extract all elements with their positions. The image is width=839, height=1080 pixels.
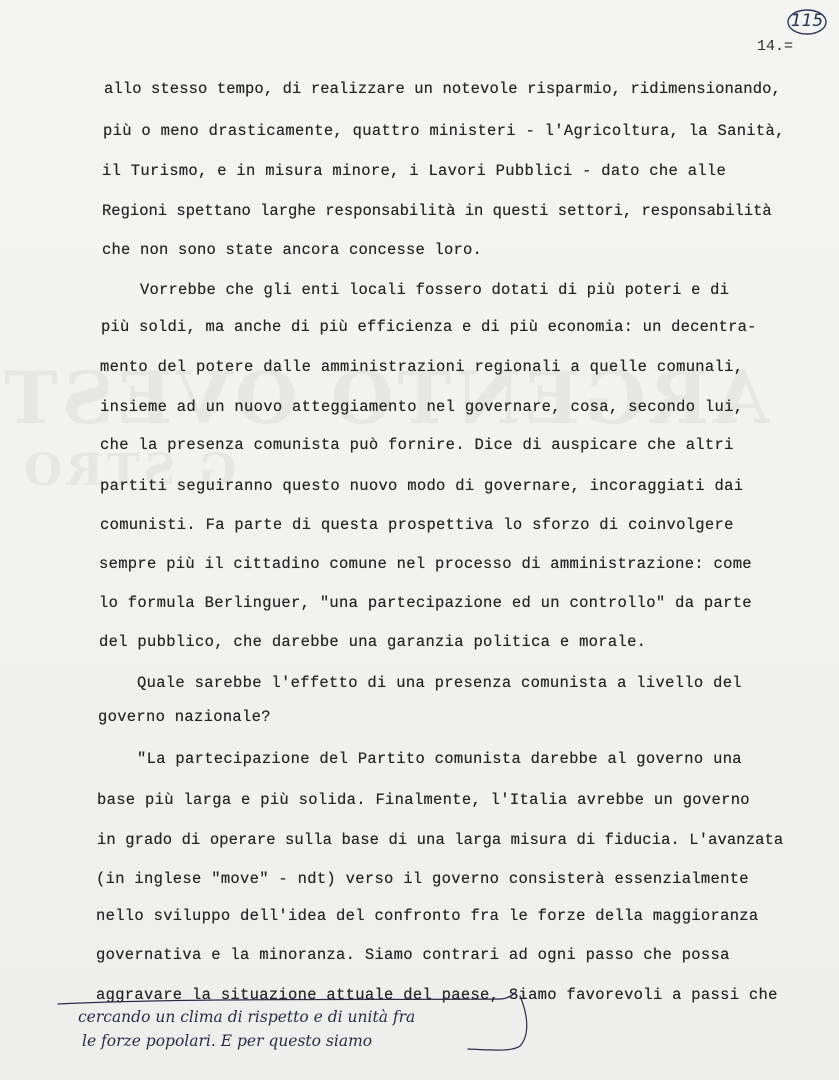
text-line: Quale sarebbe l'effetto di una presenza comunista a livello del — [137, 674, 742, 692]
text-line: che non sono state ancora concesse loro. — [102, 241, 483, 259]
text-line: comunisti. Fa parte di questa prospettiva lo sforzo di coinvolgere — [100, 516, 734, 534]
text-line: insieme ad un nuovo atteggiamento nel governare, cosa, secondo lui, — [100, 398, 744, 416]
text-line: mento del potere dalle amministrazioni regionali a quelle comunali, — [100, 358, 744, 376]
folio-number: 115 — [790, 11, 824, 31]
text-line: sempre più il cittadino comune nel processo di amministrazione: come — [99, 555, 752, 573]
text-line: Vorrebbe che gli enti locali fossero dotati di più poteri e di — [140, 281, 730, 299]
text-line: che la presenza comunista può fornire. Dice di auspicare che altri — [100, 436, 734, 454]
page-number: 14.= — [757, 38, 794, 55]
text-line: nello sviluppo dell'idea del confronto fra le forze della maggioranza — [96, 907, 759, 925]
text-line: (in inglese "move" - ndt) verso il governo consisterà essenzialmente — [96, 870, 749, 888]
handwritten-line: le forze popolari. E per questo siamo — [82, 1032, 373, 1050]
text-line: più o meno drasticamente, quattro ministeri - l'Agricoltura, la Sanità, — [103, 122, 785, 140]
text-line: aggravare la situazione attuale del paese, Siamo favorevoli a passi che — [96, 986, 778, 1004]
text-line: del pubblico, che darebbe una garanzia politica e morale. — [99, 633, 647, 651]
text-line: lo formula Berlinguer, "una partecipazione ed un controllo" da parte — [99, 594, 752, 612]
text-line: governativa e la minoranza. Siamo contrari ad ogni passo che possa — [96, 946, 730, 964]
text-line: Regioni spettano larghe responsabilità in questi settori, responsabilità — [102, 202, 772, 220]
handwritten-line: cercando un clima di rispetto e di unità fra — [78, 1008, 416, 1026]
text-line: in grado di operare sulla base di una larga misura di fiducia. L'avanzata — [97, 831, 784, 849]
text-line: partiti seguiranno questo nuovo modo di governare, incoraggiati dai — [100, 477, 744, 495]
text-line: governo nazionale? — [98, 708, 271, 726]
text-line: "La partecipazione del Partito comunista darebbe al governo una — [137, 750, 742, 768]
text-line: il Turismo, e in misura minore, i Lavori Pubblici - dato che alle — [102, 162, 727, 180]
text-line: base più larga e più solida. Finalmente, l'Italia avrebbe un governo — [97, 791, 750, 809]
text-line: allo stesso tempo, di realizzare un notevole risparmio, ridimensionando, — [104, 80, 781, 98]
text-line: più soldi, ma anche di più efficienza e di più economia: un decentra- — [101, 318, 757, 336]
